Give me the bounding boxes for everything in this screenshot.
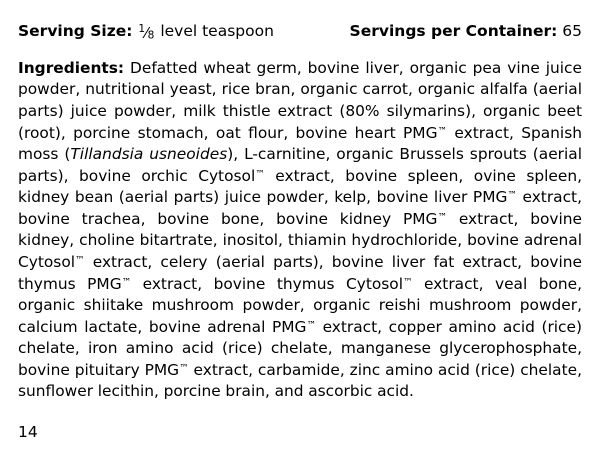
servings-per-container-value: 65 bbox=[562, 22, 582, 40]
serving-size-label: Serving Size: bbox=[18, 22, 133, 40]
trademark-symbol-5: ™ bbox=[75, 254, 85, 266]
ingredients-text-1: Defatted wheat germ, bovine liver, organic pea vine juice powder, nutritional yeast, rice bran, organic carrot, organic alfalfa (aerial parts) juice powder, milk thistle extract (80% silymarins), organic beet (root), porcine stomach, oat flour, bovine heart PMG bbox=[18, 58, 582, 142]
ingredients-paragraph bbox=[18, 58, 582, 403]
page-number: 14 bbox=[18, 423, 38, 441]
trademark-symbol-6: ™ bbox=[121, 276, 132, 288]
serving-size-spacer bbox=[132, 22, 137, 40]
trademark-symbol-8: ™ bbox=[306, 319, 316, 331]
ingredients-text-6: extract, bovine kidney, choline bitartrate, inositol, thiamin hydrochloride, bovine adrenal Cytosol bbox=[18, 209, 582, 271]
trademark-symbol-4: ™ bbox=[437, 211, 447, 223]
ingredients-text-5: extract, bovine trachea, bovine bone, bovine kidney PMG bbox=[18, 188, 582, 228]
ingredients-text-7: extract, celery (aerial parts), bovine liver fat extract, bovine thymus PMG bbox=[18, 252, 582, 293]
fraction-denominator: 8 bbox=[147, 30, 155, 43]
ingredients-text-4: extract, bovine spleen, ovine spleen, kidney bean (aerial parts) juice powder, kelp, bovine liver PMG bbox=[18, 166, 582, 207]
ingredients-text-11: extract, carbamide, zinc amino acid (rice) chelate, sunflower lecithin, porcine brain, and ascorbic acid. bbox=[18, 360, 582, 401]
trademark-symbol-1: ™ bbox=[437, 125, 448, 137]
servings-per-container bbox=[350, 22, 582, 40]
ingredients-text-8: extract, bovine thymus Cytosol bbox=[131, 274, 403, 293]
ingredients-text-10: extract, copper amino acid (rice) chelate, iron amino acid (rice) chelate, manganese glycerophosphate, bovine pituitary PMG bbox=[18, 317, 582, 379]
trademark-symbol-2: ™ bbox=[255, 168, 265, 180]
ingredients-text-2: extract, Spanish moss ( bbox=[18, 123, 582, 164]
ingredients-label: Ingredients: bbox=[18, 58, 125, 77]
fraction-numerator: 1 bbox=[138, 23, 146, 36]
servings-per-container-label: Servings per Container: bbox=[349, 22, 558, 40]
ingredients-text-9: extract, veal bone, organic shiitake mushroom powder, organic reishi mushroom powder, calcium lactate, bovine adrenal PMG bbox=[18, 274, 583, 336]
ingredients-text-3: ), L-carnitine, organic Brussels sprouts (aerial parts), bovine orchic Cytosol bbox=[18, 145, 582, 185]
trademark-symbol-9: ™ bbox=[179, 362, 189, 374]
trademark-symbol-7: ™ bbox=[403, 276, 413, 288]
serving-size-fraction bbox=[138, 24, 154, 42]
latin-name-tillandsia: Tillandsia usneoides bbox=[70, 145, 228, 164]
serving-size-value: level teaspoon bbox=[155, 22, 274, 40]
trademark-symbol-3: ™ bbox=[507, 190, 517, 202]
fraction-slash: ⁄ bbox=[145, 25, 148, 43]
serving-info-row bbox=[18, 22, 582, 42]
serving-size bbox=[18, 22, 274, 42]
